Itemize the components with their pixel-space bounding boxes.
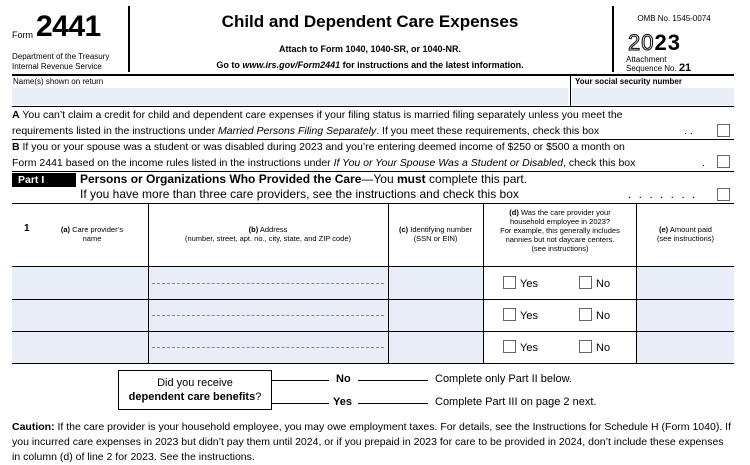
- form-title: Child and Dependent Care Expenses: [221, 12, 519, 31]
- form-id-block: [12, 6, 130, 72]
- goto-prefix: Go to: [216, 60, 243, 70]
- row3-id-input[interactable]: [389, 332, 483, 363]
- col-a-label1: Care provider’s: [72, 225, 124, 234]
- col-a-letter: (a): [60, 225, 71, 234]
- row1-yes[interactable]: [503, 276, 538, 290]
- ssn-input[interactable]: [572, 88, 734, 105]
- col-d-label2: household employee in 2023?: [509, 217, 611, 226]
- attachment-sequence: [626, 56, 691, 73]
- col-b-header: [148, 225, 388, 243]
- caution-paragraph: [12, 420, 734, 465]
- row1-yes-label: Yes: [520, 278, 538, 290]
- col-c-header: [388, 225, 483, 243]
- row1-amount-input[interactable]: [637, 267, 734, 299]
- part1-title-dash: —You: [361, 172, 397, 186]
- row1-no-label: No: [596, 278, 611, 290]
- row3-name-input[interactable]: [12, 332, 148, 363]
- sequence-number: 21: [678, 62, 692, 74]
- goto-url[interactable]: www.irs.gov/Form2441: [242, 60, 341, 70]
- benefits-yes-line1: [271, 403, 329, 404]
- row2-no-checkbox[interactable]: [579, 308, 592, 321]
- line-b-letter: B: [12, 141, 20, 153]
- col-d-header: [484, 208, 636, 253]
- part1-title-rest: complete this part.: [425, 172, 528, 186]
- part1-rule: [12, 203, 734, 204]
- sequence-label: Sequence No.: [626, 64, 677, 73]
- line-a-text1: You can’t claim a credit for child and dependent care expenses if your filing status is married filing separately unless you meet the: [22, 109, 623, 121]
- col-d-label4: nannies but not daycare centers.: [505, 235, 615, 244]
- attach-instruction: Attach to Form 1040, 1040-SR, or 1040-NR.: [278, 44, 462, 54]
- benefits-question-mark: ?: [255, 391, 262, 403]
- benefits-no-text: Complete only Part II below.: [435, 373, 572, 385]
- benefits-yes-label: Yes: [333, 396, 352, 408]
- col-a-label2: name: [82, 234, 102, 243]
- col-e-letter: (e): [659, 225, 669, 234]
- col-c-label1: Identifying number: [410, 225, 472, 234]
- omb-number: OMB No. 1545-0074: [637, 14, 711, 23]
- line-b-text1: If you or your spouse was a student or was disabled during 2023 and you’re entering deemed income of $250 or $500 a month on: [22, 141, 625, 153]
- benefits-question-box: [118, 370, 272, 410]
- line-a-text2-post: . If you meet these requirements, check this box: [376, 125, 600, 137]
- col-d-letter: (d): [509, 208, 519, 217]
- row3-no-label: No: [596, 342, 611, 354]
- col-c-letter: (c): [399, 225, 409, 234]
- col-b-letter: (b): [248, 225, 259, 234]
- col-a-header: [36, 225, 148, 243]
- line-b-text2-italic: If You or Your Spouse Was a Student or Disabled: [333, 157, 563, 169]
- row2-address-divider: [152, 315, 384, 316]
- row2-no-label: No: [596, 310, 611, 322]
- line-a-text2-pre: requirements listed in the instructions under: [12, 125, 219, 137]
- row1-yes-checkbox[interactable]: [503, 276, 516, 289]
- line-b-text2-pre: Form 2441 based on the income rules listed in the instructions under: [12, 157, 334, 169]
- line-b: [12, 139, 734, 171]
- line-a-letter: A: [12, 109, 20, 121]
- line-a-checkbox[interactable]: [717, 124, 730, 137]
- row3-rule: [12, 363, 734, 364]
- line-b-dots: .: [702, 157, 705, 169]
- row1-address-divider: [152, 283, 384, 284]
- row3-no-checkbox[interactable]: [579, 340, 592, 353]
- row3-yes-label: Yes: [520, 342, 538, 354]
- col-e-header: [637, 225, 734, 243]
- line-b-checkbox[interactable]: [717, 155, 730, 168]
- col-d-label5: (see instructions): [531, 244, 589, 253]
- part1-dots: . . . . . . .: [628, 187, 698, 201]
- col-d-label3: For example, this generally includes: [500, 226, 620, 235]
- caution-label: Caution:: [12, 421, 55, 433]
- omb-block: [612, 6, 734, 72]
- header-rule: [12, 74, 734, 76]
- line1-number: 1: [24, 223, 30, 234]
- row2-no[interactable]: [579, 308, 610, 322]
- row3-amount-input[interactable]: [637, 332, 734, 363]
- part1-title: [80, 172, 527, 186]
- goto-suffix: for instructions and the latest information.: [340, 60, 524, 70]
- col-divider-cd: [483, 204, 484, 364]
- line-a-dots: . .: [684, 125, 693, 137]
- goto-instruction: [130, 60, 610, 70]
- part1-title-bold: Persons or Organizations Who Provided the Care: [80, 172, 362, 186]
- attachment-label: Attachment: [626, 55, 667, 64]
- irs-name: Internal Revenue Service: [12, 62, 102, 71]
- department-name: Department of the Treasury: [12, 52, 110, 61]
- year-bold: 23: [654, 30, 681, 55]
- col-b-label2: (number, street, apt. no., city, state, and ZIP code): [184, 234, 352, 243]
- row2-name-input[interactable]: [12, 300, 148, 331]
- form-number: 2441: [36, 10, 101, 43]
- names-label: Name(s) shown on return: [13, 77, 104, 86]
- row2-id-input[interactable]: [389, 300, 483, 331]
- col-b-label1: Address: [259, 225, 288, 234]
- part1-title-must: must: [396, 172, 426, 186]
- row2-yes-checkbox[interactable]: [503, 308, 516, 321]
- year-outline: 20: [628, 30, 655, 55]
- benefits-question2: dependent care benefits: [128, 391, 256, 403]
- col-e-label1: Amount paid: [669, 225, 712, 234]
- benefits-no-line1: [271, 380, 329, 381]
- row1-no[interactable]: [579, 276, 610, 290]
- row1-no-checkbox[interactable]: [579, 276, 592, 289]
- row3-yes[interactable]: [503, 340, 538, 354]
- benefits-question1: Did you receive: [157, 377, 233, 389]
- part1-more-providers-checkbox[interactable]: [717, 188, 730, 201]
- ssn-label: Your social security number: [575, 77, 682, 86]
- tax-year: [628, 30, 681, 56]
- row2-yes[interactable]: [503, 308, 538, 322]
- form-word: Form: [12, 30, 33, 40]
- row1-id-input[interactable]: [389, 267, 483, 299]
- col-d-label1: Was the care provider your: [520, 208, 611, 217]
- col-e-label2: (see instructions): [656, 234, 715, 243]
- names-input[interactable]: [12, 88, 568, 105]
- benefits-no-label: No: [336, 373, 351, 385]
- row3-yes-checkbox[interactable]: [503, 340, 516, 353]
- row3-no[interactable]: [579, 340, 610, 354]
- benefits-yes-text: Complete Part III on page 2 next.: [435, 396, 597, 408]
- row2-yes-label: Yes: [520, 310, 538, 322]
- row3-address-divider: [152, 347, 384, 348]
- caution-text: If the care provider is your household employee, you may owe employment taxes. For details, see the Instructions for Schedule H (Form 1040). If you incurred care expenses in 2023 but didn’t pay them until 2024, or if you prepaid in 2023 for care to be provided in 2024, don’t include these expenses in column (d) of line 2 for 2023. See the instructions.: [12, 421, 731, 463]
- benefits-no-line2: [358, 380, 428, 381]
- benefits-yes-line2: [358, 403, 428, 404]
- row1-name-input[interactable]: [12, 267, 148, 299]
- line-b-text2-post: , check this box: [563, 157, 636, 169]
- names-divider: [570, 75, 571, 106]
- agency-block: [12, 52, 109, 72]
- line-a: [12, 107, 734, 139]
- col-c-label2: (SSN or EIN): [413, 234, 458, 243]
- part1-badge: Part I: [12, 173, 76, 187]
- row2-amount-input[interactable]: [637, 300, 734, 331]
- line-a-text2-italic: Married Persons Filing Separately: [218, 125, 377, 137]
- part1-line2: If you have more than three care providers, see the instructions and check this box: [80, 187, 519, 201]
